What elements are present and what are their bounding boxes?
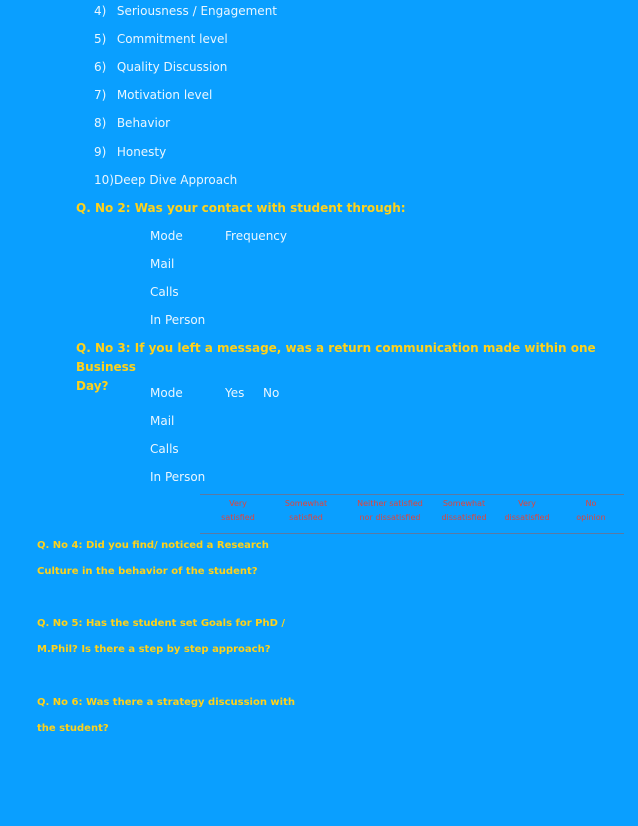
list-label: Behavior	[116, 116, 171, 130]
list-number: 10)	[94, 173, 114, 187]
list-label: Commitment level	[116, 32, 228, 46]
scale-option: Somewhat dissatisfied	[441, 499, 487, 522]
scale-top-rule	[200, 494, 624, 495]
scale-option: Somewhat satisfied	[284, 499, 328, 522]
list-number: 8)	[94, 116, 107, 130]
q2-mode-header: Mode	[150, 229, 183, 243]
question-5-line-2: M.Phil? Is there a step by step approach?	[37, 644, 271, 655]
q3-row-label: Mail	[150, 414, 175, 428]
question-3-line-2: Day?	[76, 379, 109, 393]
scale-option: Very satisfied	[221, 499, 255, 522]
list-item	[94, 116, 170, 130]
question-6-line-2: the student?	[37, 723, 109, 734]
question-4-line-2: Culture in the behavior of the student?	[37, 566, 258, 577]
scale-option: Neither satisfied nor dissatisfied	[357, 499, 423, 522]
list-item	[94, 32, 228, 46]
question-5-line-1: Q. No 5: Has the student set Goals for PhD /	[37, 618, 286, 629]
scale-option: Very dissatisfied	[504, 499, 550, 522]
list-number: 4)	[94, 4, 107, 18]
q3-no-header: No	[263, 386, 280, 400]
list-label: Motivation level	[116, 88, 213, 102]
list-number: 7)	[94, 88, 107, 102]
q2-row-label: Calls	[150, 285, 179, 299]
list-number: 6)	[94, 60, 107, 74]
list-label: Honesty	[116, 145, 167, 159]
q3-yes-header: Yes	[225, 386, 245, 400]
q2-row-label: Mail	[150, 257, 175, 271]
question-4-line-1: Q. No 4: Did you find/ noticed a Research	[37, 540, 269, 551]
list-label: Deep Dive Approach	[113, 173, 238, 187]
list-item	[94, 4, 277, 18]
scale-option: No opinion	[576, 499, 606, 522]
list-label: Seriousness / Engagement	[116, 4, 277, 18]
q3-mode-header: Mode	[150, 386, 183, 400]
list-item	[94, 60, 227, 74]
q2-row-label: In Person	[150, 313, 206, 327]
list-label: Quality Discussion	[116, 60, 228, 74]
question-6-line-1: Q. No 6: Was there a strategy discussion with	[37, 697, 295, 708]
list-item	[94, 173, 237, 187]
q3-row-label: In Person	[150, 470, 206, 484]
q2-frequency-header: Frequency	[225, 229, 287, 243]
question-3-line-1: Q. No 3: If you left a message, was a return communication made within one Business	[76, 341, 596, 374]
question-2-title: Q. No 2: Was your contact with student through:	[76, 201, 406, 215]
list-item	[94, 145, 166, 159]
list-number: 9)	[94, 145, 107, 159]
q3-row-label: Calls	[150, 442, 179, 456]
list-item	[94, 88, 212, 102]
scale-bottom-rule	[200, 533, 624, 534]
list-number: 5)	[94, 32, 107, 46]
